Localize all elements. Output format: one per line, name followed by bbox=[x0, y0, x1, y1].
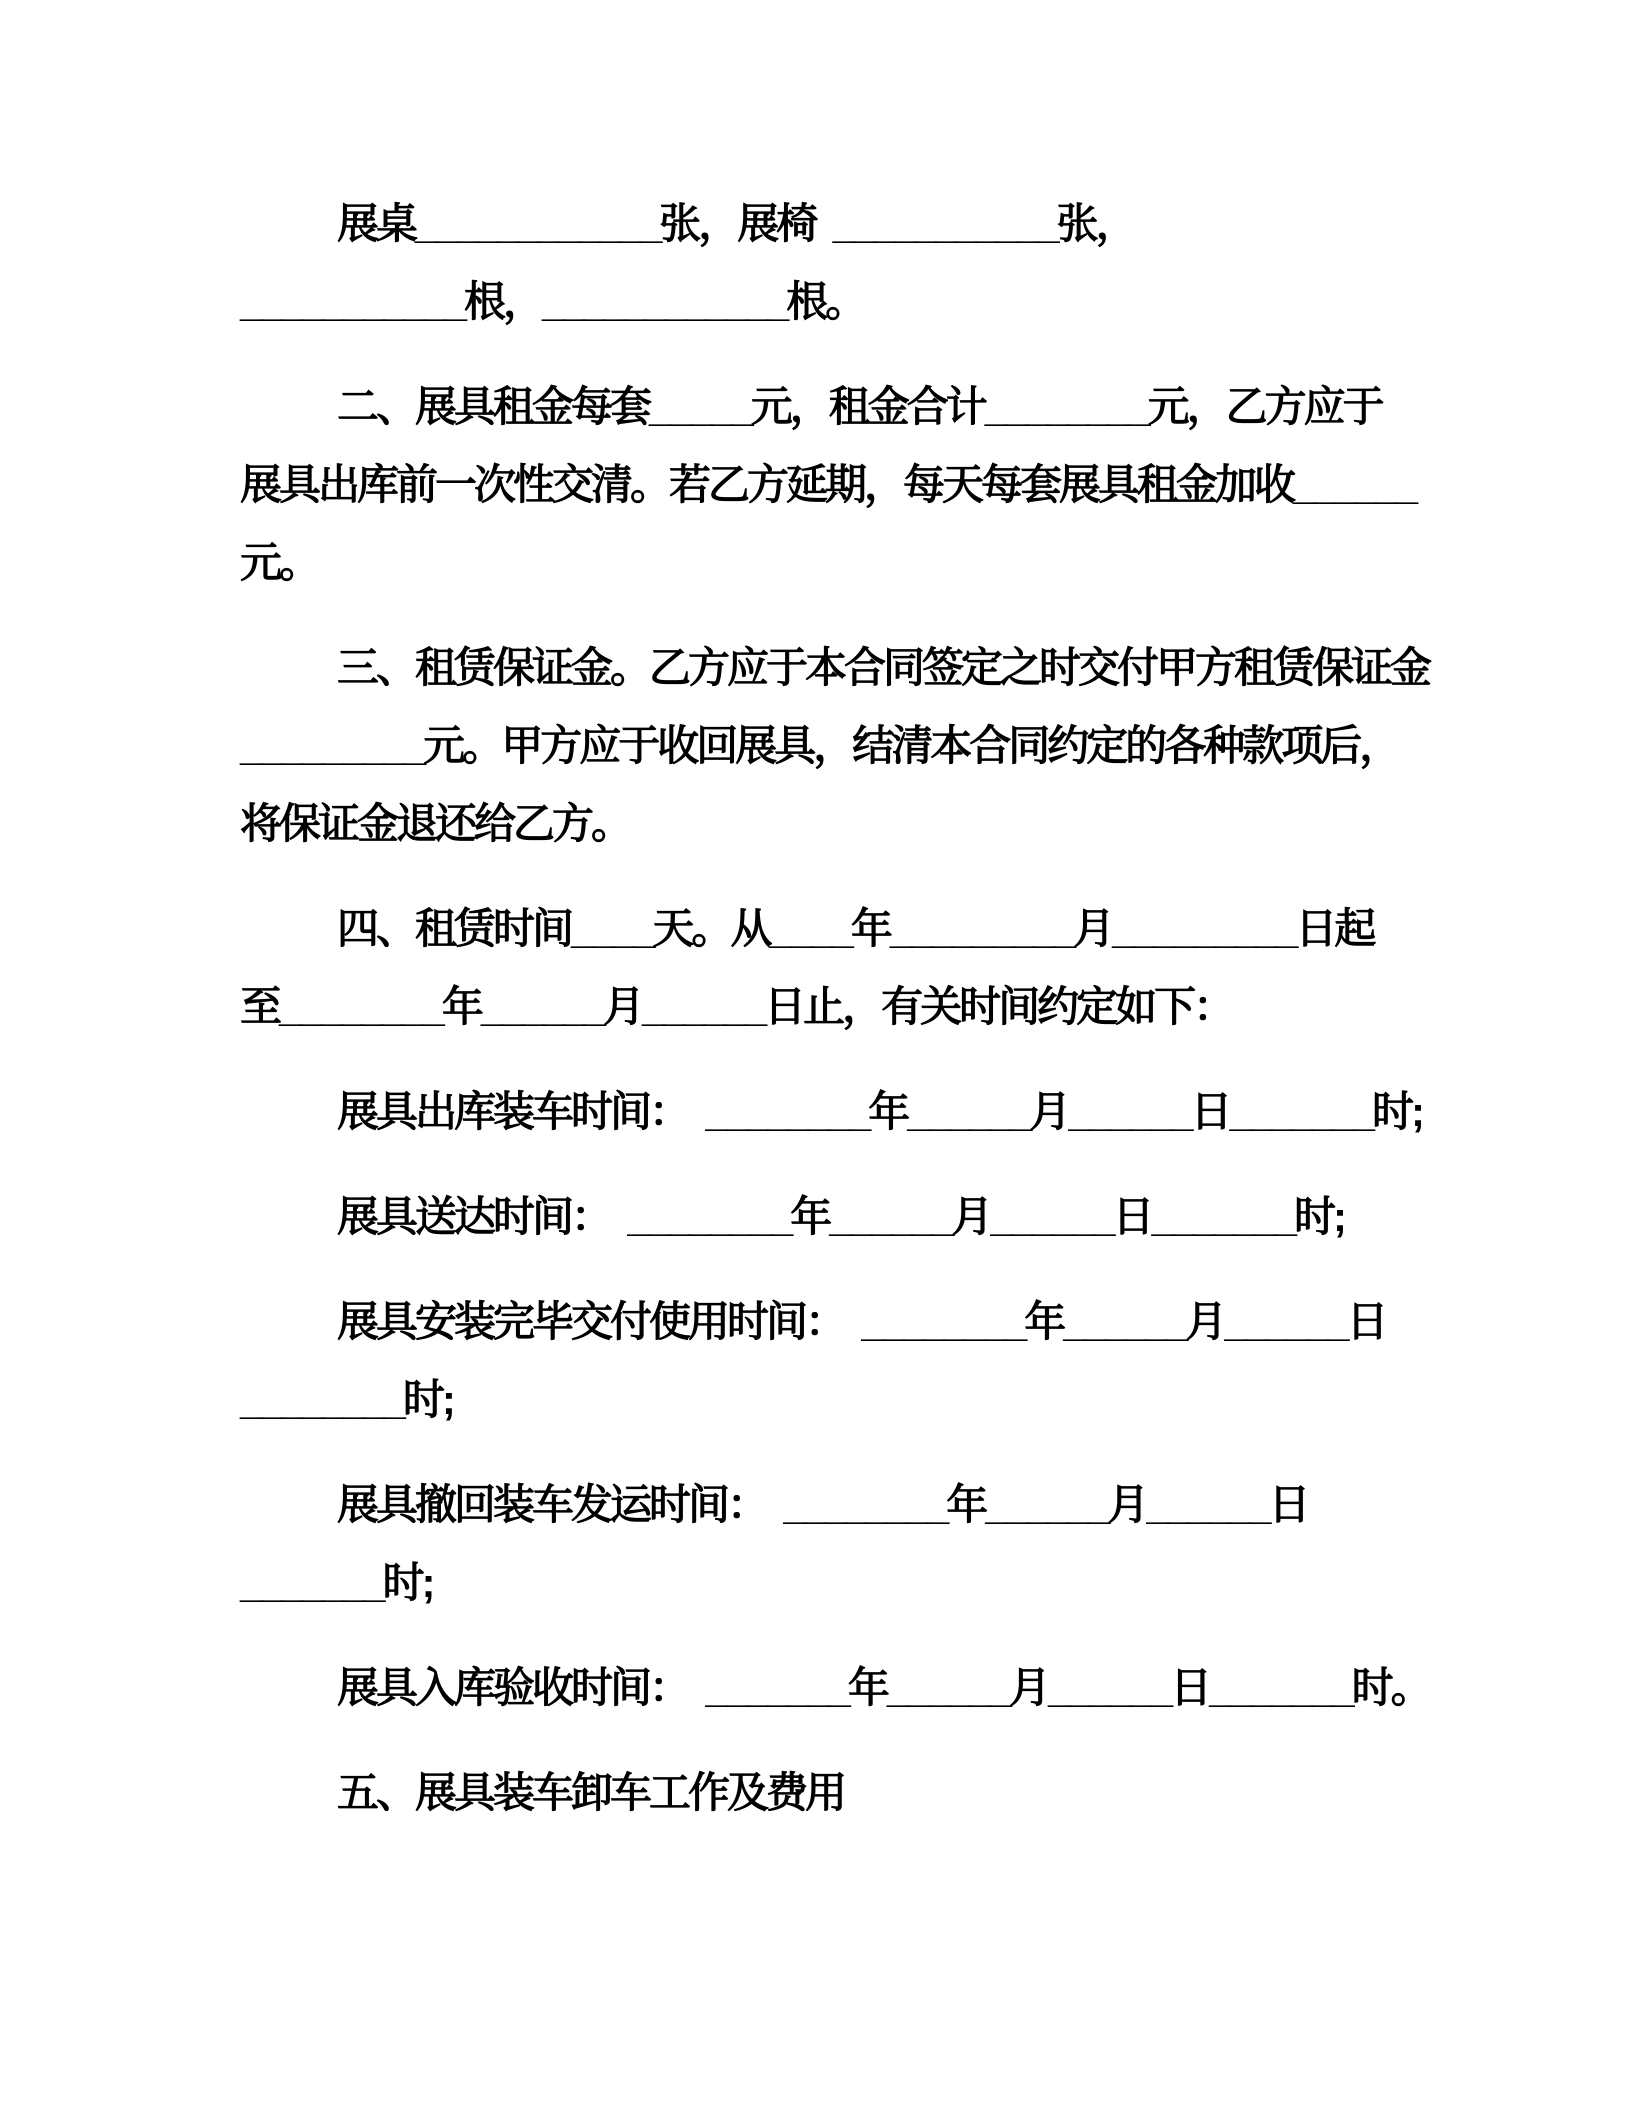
text-line: 四、租赁时间____天。从____年_________月_________日起 bbox=[337, 905, 1374, 952]
text-line: 展具撤回装车发运时间： ________年______月______日 bbox=[337, 1481, 1308, 1528]
text-line: ___________根，____________根。 bbox=[240, 278, 865, 325]
text-line: 二、展具租金每套_____元，租金合计________元，乙方应于 bbox=[337, 383, 1382, 430]
text-line: 五、展具装车卸车工作及费用 bbox=[337, 1769, 845, 1816]
text-line: ________时; bbox=[240, 1376, 453, 1423]
paragraph-installation-time bbox=[240, 1283, 1467, 1439]
paragraph-warehouse-acceptance-time bbox=[240, 1649, 1467, 1727]
text-line: 展具送达时间： ________年______月______日_______时; bbox=[337, 1193, 1345, 1240]
paragraph-exhibit-quantities bbox=[240, 185, 1467, 341]
paragraph-withdrawal-time bbox=[240, 1466, 1467, 1622]
paragraph-clause-4-lease-term bbox=[240, 890, 1467, 1046]
text-line: 展桌____________张，展椅 ___________张， bbox=[337, 200, 1135, 247]
paragraph-clause-3-deposit bbox=[240, 629, 1467, 863]
text-line: 展具安装完毕交付使用时间： ________年______月______日 bbox=[337, 1298, 1386, 1345]
text-line: 展具入库验收时间： _______年______月______日_______时。 bbox=[337, 1664, 1430, 1711]
text-line: 三、租赁保证金。乙方应于本合同签定之时交付甲方租赁保证金 bbox=[337, 644, 1430, 691]
text-line: _________元。甲方应于收回展具，结清本合同约定的各种款项后， bbox=[240, 722, 1399, 769]
text-line: 元。 bbox=[240, 539, 319, 586]
text-line: _______时; bbox=[240, 1559, 433, 1606]
text-line: 展具出库装车时间： ________年______月______日_______时; bbox=[337, 1088, 1423, 1135]
text-line: 展具出库前一次性交清。若乙方延期，每天每套展具租金加收______ bbox=[240, 461, 1416, 508]
text-line: 将保证金退还给乙方。 bbox=[240, 800, 631, 847]
paragraph-clause-2-rent bbox=[240, 368, 1467, 602]
paragraph-clause-5-heading bbox=[240, 1754, 1467, 1832]
paragraph-delivery-time bbox=[240, 1178, 1467, 1256]
paragraph-loading-time bbox=[240, 1073, 1467, 1151]
text-line: 至________年______月______日止，有关时间约定如下： bbox=[240, 983, 1233, 1030]
